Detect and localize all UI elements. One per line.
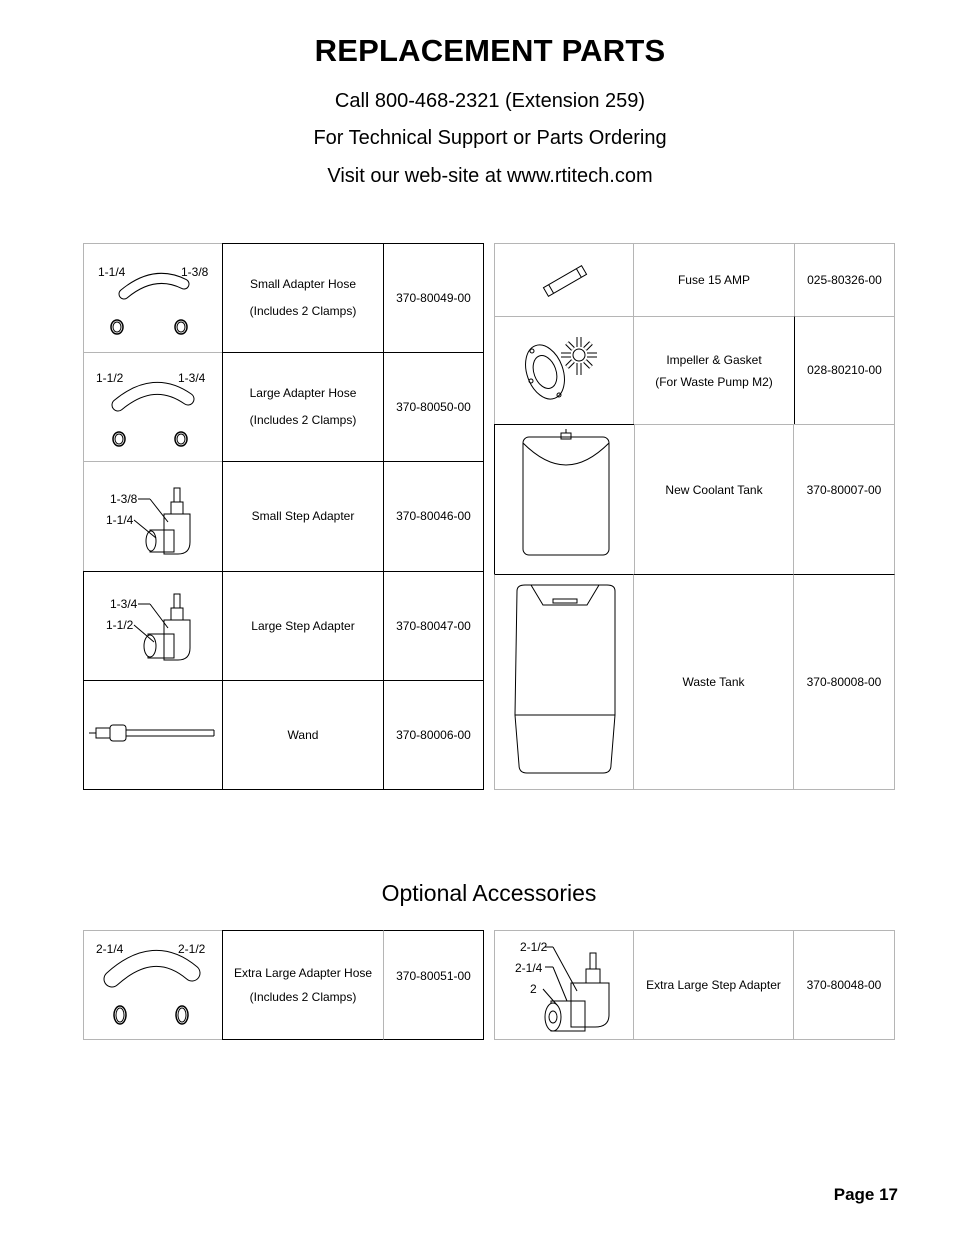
hose-size-label-left: 2-1/4 [96,942,124,956]
adapter-size-label: 1-1/2 [106,618,134,632]
large-step-adapter-description [222,571,384,681]
step-adapter-icon [84,462,224,573]
description-line: New Coolant Tank [665,483,763,497]
large-adapter-hose-image [83,352,223,462]
extra-large-adapter-hose-image [83,930,223,1040]
support-phone-line: Call 800-468-2321 (Extension 259) [334,90,646,112]
website-line: Visit our web-site at www.rtitech.com [327,165,653,187]
extra-large-adapter-hose-description [222,930,384,1040]
part-number: 025-80326-00 [807,272,882,287]
description-line: (Includes 2 Clamps) [249,304,357,318]
small-step-adapter-description [222,461,384,572]
wand-icon [84,681,224,791]
hose-size-label-right: 1-3/4 [178,371,206,385]
adapter-size-label: 2-1/4 [515,961,543,975]
description-line: (For Waste Pump M2) [655,374,773,389]
part-number: 370-80046-00 [396,509,471,523]
small-adapter-hose-image [83,243,223,353]
step-adapter-icon [84,572,224,682]
waste-tank-description [633,574,794,790]
coolant-tank-icon [495,425,636,576]
extra-large-adapter-hose-part-number [383,930,484,1040]
page-number: Page 17 [833,1185,898,1204]
small-step-adapter-image [83,461,223,572]
extra-large-step-adapter-image [494,930,634,1040]
hose-size-label-right: 2-1/2 [178,942,206,956]
description-line: Waste Tank [682,674,745,689]
waste-tank-part-number [793,574,895,790]
coolant-tank-description [634,424,794,575]
adapter-size-label: 1-3/8 [110,492,138,506]
part-number: 028-80210-00 [807,363,882,377]
description-line: Extra Large Step Adapter [646,977,781,992]
part-number: 370-80049-00 [396,290,471,305]
part-number: 370-80047-00 [396,618,471,633]
description-line: Impeller & Gasket [666,352,762,367]
elbow-hose-with-clamps-icon [84,931,224,1041]
description-line: Large Adapter Hose [249,386,357,400]
step-adapter-icon [495,931,635,1041]
adapter-size-label: 2-1/2 [520,940,548,954]
large-step-adapter-part-number [383,571,484,681]
hose-size-label-left: 1-1/4 [98,265,126,279]
description-line: Small Adapter Hose [249,277,357,291]
fuse-part-number [794,243,895,317]
optional-accessories-title: Optional Accessories [381,880,597,906]
impeller-gasket-description [633,316,795,425]
adapter-size-label: 1-3/4 [110,597,138,611]
part-number: 370-80048-00 [806,977,882,992]
small-adapter-hose-part-number [383,243,484,353]
coolant-tank-image [494,424,635,575]
small-adapter-hose-description [222,243,384,353]
wand-description [222,680,384,790]
impeller-gasket-part-number [794,316,895,425]
description-line: Extra Large Adapter Hose [233,966,373,980]
fuse-image [494,243,634,317]
page-title: REPLACEMENT PARTS [314,33,666,68]
description-line: Large Step Adapter [251,618,355,633]
hose-size-label-right: 1-3/8 [181,265,209,279]
extra-large-step-adapter-description [633,930,794,1040]
part-number: 370-80051-00 [396,969,471,983]
part-number: 370-80006-00 [396,727,471,742]
elbow-hose-with-clamps-icon [84,353,224,463]
part-number: 370-80050-00 [396,399,471,414]
description-line: Small Step Adapter [251,509,355,523]
description-line: Wand [287,727,319,742]
description-line: (Includes 2 Clamps) [249,990,357,1004]
adapter-size-label: 1-1/4 [106,513,134,527]
elbow-hose-with-clamps-icon [84,244,224,354]
description-line: Fuse 15 AMP [677,272,751,287]
coolant-tank-part-number [793,424,895,575]
large-step-adapter-image [83,571,223,681]
waste-tank-icon [495,575,635,791]
impeller-gasket-image [494,316,634,425]
wand-part-number [383,680,484,790]
wand-image [83,680,223,790]
impeller-gasket-icon [495,317,635,426]
fuse-icon [495,244,635,318]
part-number: 370-80008-00 [806,674,882,689]
large-adapter-hose-description [222,352,384,462]
extra-large-step-adapter-part-number [793,930,895,1040]
part-number: 370-80007-00 [806,483,882,497]
hose-size-label-left: 1-1/2 [96,371,124,385]
large-adapter-hose-part-number [383,352,484,462]
waste-tank-image [494,574,634,790]
description-line: (Includes 2 Clamps) [249,413,357,427]
adapter-size-label: 2 [530,982,537,996]
small-step-adapter-part-number [383,461,484,572]
fuse-description [633,243,795,317]
support-purpose-line: For Technical Support or Parts Ordering [313,127,667,149]
